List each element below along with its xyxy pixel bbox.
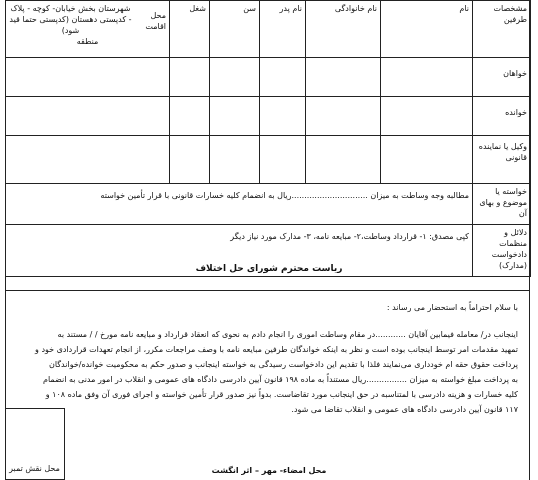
header-name: نام — [381, 1, 473, 58]
plaintiff-job-cell[interactable] — [170, 58, 210, 97]
header-address-region: منطقه — [76, 37, 99, 46]
body-line: پرداخت حقوق حقه ام خودداری می‌نمایند فلذا با تقدیم این دادخواست رسیدگی به خواسته اینجانب و صدور حکم به محکومیت خوانده/خواندگان — [48, 360, 518, 369]
lawyer-name-cell[interactable] — [381, 136, 473, 184]
header-address-label: محل اقامت — [145, 11, 166, 31]
plaintiff-row — [6, 58, 531, 97]
defendant-name-cell[interactable] — [381, 97, 473, 136]
claim-label: خواسته یا موضوع و بهای آن — [473, 184, 531, 225]
defendant-row — [6, 97, 531, 136]
plaintiff-address-cell[interactable] — [6, 58, 170, 97]
header-address — [6, 1, 170, 58]
defendant-father-cell[interactable] — [260, 97, 306, 136]
defendant-age-cell[interactable] — [210, 97, 260, 136]
header-age: سن — [210, 1, 260, 58]
body-line: تمهید مقدمات امر توسط اینجانب بوده است و نظر به اینکه خواندگان طرفین مبایعه نامه با وصف مراجعات مکرر، از انجام تعهدات قراردادی خود و — [35, 345, 518, 354]
header-family: نام خانوادگی — [306, 1, 381, 58]
lawyer-address-cell[interactable] — [6, 136, 170, 184]
petition-body — [12, 300, 518, 417]
lawyer-family-cell[interactable] — [306, 136, 381, 184]
parties-table — [5, 0, 531, 277]
defendant-family-cell[interactable] — [306, 97, 381, 136]
body-line: به پرداخت مبلغ خواسته به میزان ................ریال مستنداً به ماده ۱۹۸ قانون آیین دادرسی دادگاه های عمومی و انقلاب در امور مدنی به انضمام — [43, 375, 518, 384]
header-address-details: شهرستان بخش خیابان- کوچه - پلاک - کدپستی دهستان (کدپستی حتما قید شود) — [9, 4, 132, 35]
header-father: نام پدر — [260, 1, 306, 58]
defendant-address-cell[interactable] — [6, 97, 170, 136]
lawyer-age-cell[interactable] — [210, 136, 260, 184]
plaintiff-father-cell[interactable] — [260, 58, 306, 97]
evidence-value[interactable]: کپی مصدق: ۱- قرارداد وساطت،۲- مبایعه نامه، ۳- مدارک مورد نیاز دیگر — [6, 225, 473, 277]
plaintiff-age-cell[interactable] — [210, 58, 260, 97]
title-divider — [5, 290, 530, 291]
lawyer-label: وکیل یا نماینده قانونی — [473, 136, 531, 184]
body-line: اینجانب در/ معامله فیمابین آقایان ............در مقام وساطت اموری را انجام دادم به نحوی که انعقاد قرارداد و مبایعه نامه مورخ / / مستند به — [57, 330, 518, 339]
lawyer-job-cell[interactable] — [170, 136, 210, 184]
lawyer-father-cell[interactable] — [260, 136, 306, 184]
claim-value[interactable]: مطالبه وجه وساطت به میزان ..............................ریال به انضمام کلیه خسارات قانونی با قرار تأمین خواسته — [6, 184, 473, 225]
plaintiff-name-cell[interactable] — [381, 58, 473, 97]
evidence-label: دلائل و منظمات دادخواست (مدارک) — [473, 225, 531, 277]
plaintiff-family-cell[interactable] — [306, 58, 381, 97]
body-line: ۱۱۷ قانون آیین دادرسی دادگاه های عمومی و انقلاب تقاضا می شود. — [291, 405, 518, 414]
body-line: کلیه خسارات و هزینه دادرسی با لمتناسبه در حق اینجانب مورد تقاضاست. بدواً نیز صدور قرار تأمین خواسته و اجرای فوری آن وفق ماده ۱۰۸ و — [45, 390, 518, 399]
document-title: ریاست محترم شورای حل اختلاف — [195, 264, 343, 274]
lawyer-row — [6, 136, 531, 184]
header-job: شغل — [170, 1, 210, 58]
header-role: مشخصات طرفین — [473, 1, 531, 58]
defendant-job-cell[interactable] — [170, 97, 210, 136]
body-greeting: با سلام احتراماً به استحضار می رساند : — [386, 303, 518, 312]
signature-line: محل امضاء- مهر – اثر انگشت — [211, 466, 327, 475]
defendant-label: خوانده — [473, 97, 531, 136]
claim-row — [6, 184, 531, 225]
table-header-row — [6, 1, 531, 58]
stamp-label: محل نقش تمبر — [9, 464, 60, 473]
plaintiff-label: خواهان — [473, 58, 531, 97]
